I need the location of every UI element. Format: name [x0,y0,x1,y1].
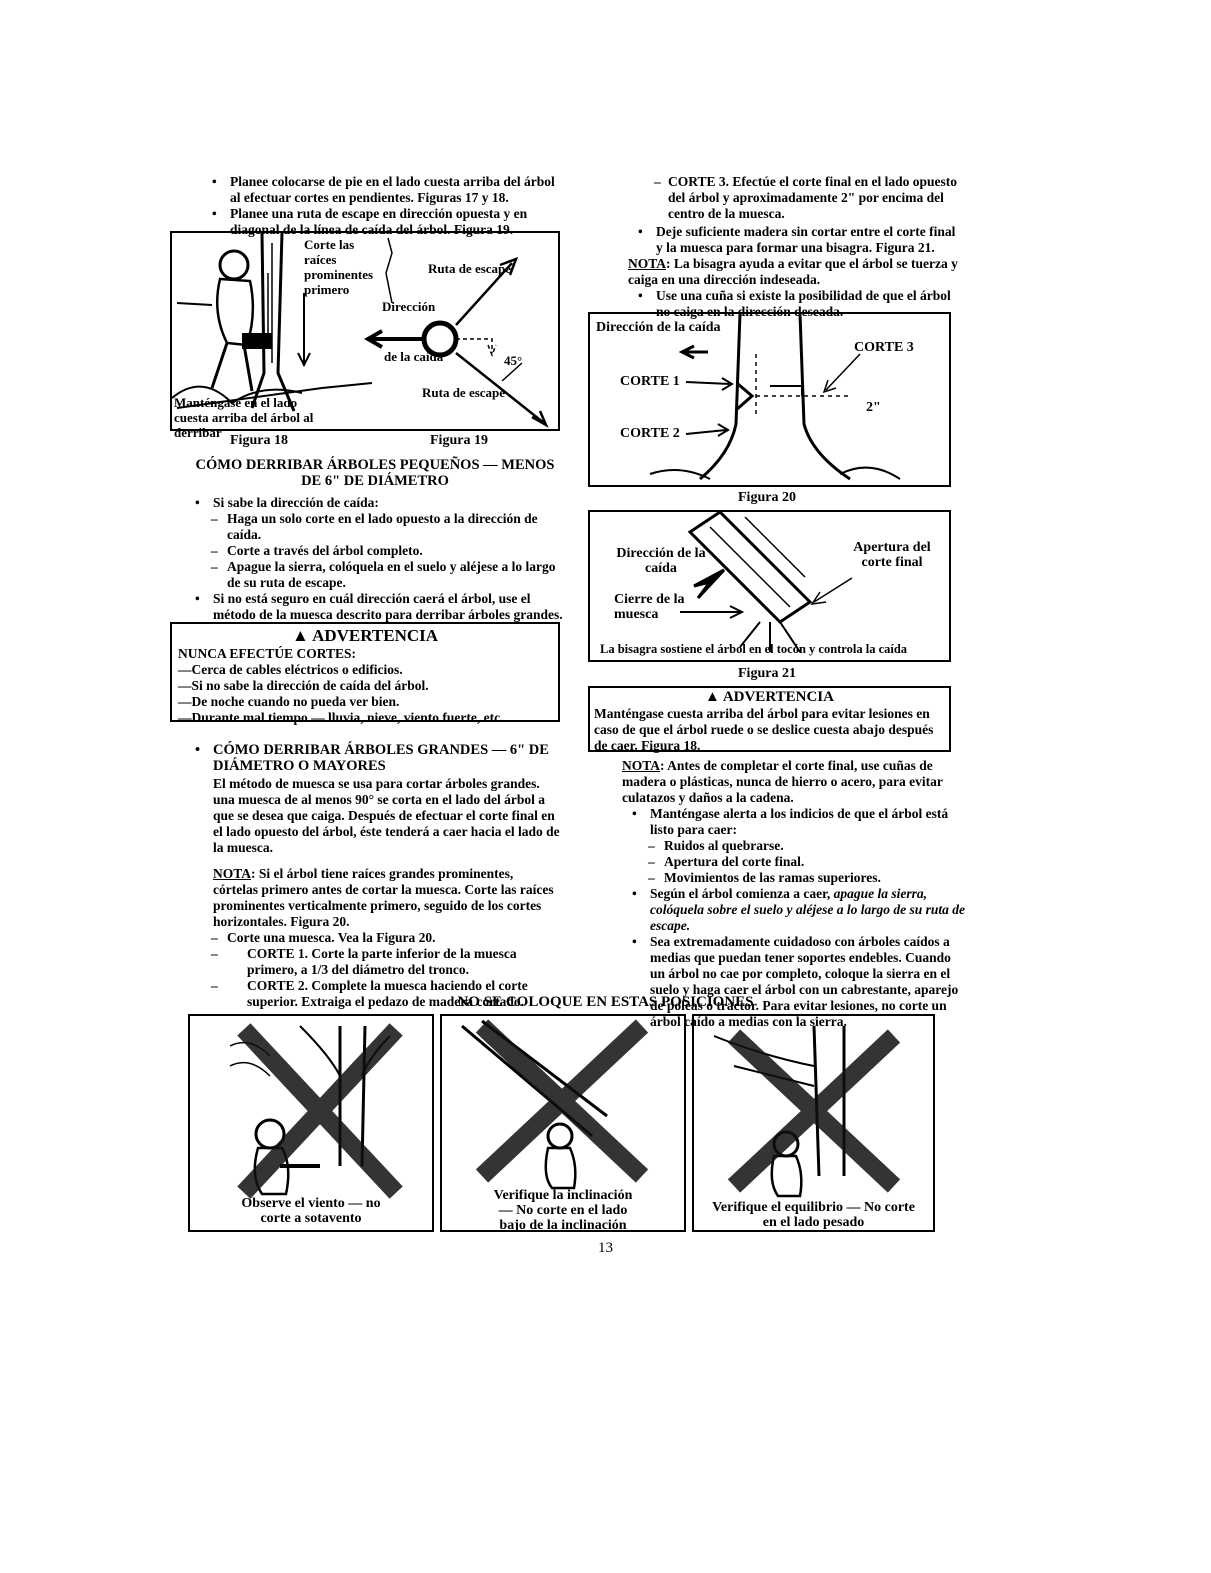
fig21-direction: Dirección de la caída [616,546,706,576]
fig20-corte-2: CORTE 2 [620,426,680,441]
bullet-slope: • Planee colocarse de pie en el lado cuesta arriba del árbol al efectuar cortes en pendientes. Figuras 17 y 18. [202,174,560,206]
large-trees-section [185,742,560,1010]
fig21-closing: Cierre de la muesca [614,592,685,622]
bullet-hinge: • Deje suficiente madera sin cortar entre el corte final y la muesca para formar una bisagra. Figura 21. [628,224,963,256]
panel-lean-line1: Verifique la inclinación [493,1188,633,1203]
bullet-care: • Sea extremadamente cuidadoso con árboles caídos a medias que puedan tener soportes endebles. Cuando un árbol no cae por completo, coloque la sierra en el suelo y haga caer el árbol con un cabrestante, aparejo de poleas o tractor. Para evitar lesiones, no corte un árbol caído a medias con la sierra. [622,934,965,1030]
intro-bullets [202,174,560,238]
small-trees-dash-2: – Corte a través del árbol completo. [185,543,565,559]
figure-20-caption: Figura 20 [738,490,796,505]
fig18-label-roots: Corte las raíces prominentes primero [304,237,374,297]
bullet-falls: • Según el árbol comienza a caer, apague la sierra, colóquela sobre el suelo y aléjese a lo largo de su ruta de escape. [622,886,965,934]
warning-1-item: —Cerca de cables eléctricos o edificios. [178,662,403,677]
nota-hinge: NOTA: La bisagra ayuda a evitar que el árbol se tuerza y caiga en una dirección indeseada. [628,256,958,287]
alert-dash: – Ruidos al quebrarse. [622,838,965,854]
warning-1-intro: NUNCA EFECTÚE CORTES: [178,646,357,661]
right-top-text [628,174,963,320]
nota-wedges: NOTA: Antes de completar el corte final, use cuñas de madera o plásticas, nunca de hierro o acero, para evitar culatazos y daños a la cadena. [622,758,943,805]
panel-balance-line1: Verifique el equilibrio — No corte [712,1200,915,1215]
warning-triangle-icon: ▲ [291,626,309,645]
positions-heading: NO SE COLOQUE EN ESTAS POSICIONES [457,994,754,1010]
figure-21-box [588,510,951,662]
balance-illustration [694,1016,933,1230]
warning-1-item: —Durante mal tiempo — lluvia, nieve, viento fuerte, etc. [178,710,504,725]
small-trees-section [185,457,565,623]
warning-2-text: Manténgase cuesta arriba del árbol para evitar lesiones en caso de que el árbol ruede o se deslice cuesta abajo después de caer. Figura 18. [594,706,934,753]
large-trees-heading: • CÓMO DERRIBAR ÁRBOLES GRANDES — 6" DE DIÁMETRO O MAYORES [185,742,560,774]
corte-3-text: – CORTE 3. Efectúe el corte final en el lado opuesto del árbol y aproximadamente 2" por encima del centro de la muesca. [628,174,963,222]
fig19-angle: 45° [504,353,523,368]
right-bottom-text [622,758,965,1030]
bullet-alert: • Manténgase alerta a los indicios de que el árbol está listo para caer: [622,806,965,838]
fig19-escape-bottom: Ruta de escape [422,385,506,400]
panel-lean-line2: — No corte en el lado [498,1203,628,1218]
warning-2-title: ADVERTENCIA [722,689,834,705]
alert-dash: – Apertura del corte final. [622,854,965,870]
nota-label: NOTA [213,866,252,881]
small-trees-dash-3: – Apague la sierra, colóquela en el suelo y aléjese a lo largo de su ruta de escape. [185,559,565,591]
position-panel-lean [440,1014,686,1232]
fig20-direction: Dirección de la caída [596,320,721,335]
panel-wind-line1: Observe el viento — no [241,1196,381,1211]
panel-balance-line2: en el lado pesado [762,1215,865,1230]
fig19-fall: de la caída [384,349,444,364]
panel-lean-line3: bajo de la inclinación [499,1218,627,1233]
large-trees-corte-1: – CORTE 1. Corte la parte inferior de la muesca primero, a 1/3 del diámetro del tronco. [185,946,560,978]
large-trees-corte-2: – CORTE 2. Complete la muesca haciendo el corte superior. Extraiga el pedazo de madera cortado. [185,978,560,1010]
warning-triangle-icon: ▲ [705,689,720,705]
position-panel-balance [692,1014,935,1232]
figure-21-illustration [590,512,949,660]
red-x-icon [250,1036,390,1186]
figure-21-caption: Figura 21 [738,666,796,681]
alert-dash: – Movimientos de las ramas superiores. [622,870,965,886]
red-x-icon [482,1026,642,1176]
panel-wind-line2: corte a sotavento [260,1211,362,1226]
small-trees-dash-1: – Haga un solo corte en el lado opuesto a la dirección de caída. [185,511,565,543]
fig20-corte-3: CORTE 3 [854,340,914,355]
small-trees-bullet-2: • Si no está seguro en cuál dirección caerá el árbol, use el método de la muesca descrito para derribar árboles grandes. [185,591,565,623]
figure-19-caption: Figura 19 [430,433,488,448]
warning-1-item: —De noche cuando no pueda ver bien. [178,694,400,709]
figure-18-caption: Figura 18 [230,433,288,448]
bullet-escape: • Planee una ruta de escape en dirección opuesta y en diagonal de la línea de caída del árbol. Figura 19. [202,206,560,238]
small-trees-heading: CÓMO DERRIBAR ÁRBOLES PEQUEÑOS — MENOS DE 6" DE DIÁMETRO [195,457,555,489]
large-trees-dash-1: – Corte una muesca. Vea la Figura 20. [185,930,560,946]
figure-20-box [588,312,951,487]
warning-box-2 [588,686,951,752]
fig20-two-inch: 2" [866,400,881,415]
fig19-escape-top: Ruta de escape [428,261,512,276]
fig21-opening: Apertura del corte final [853,540,931,570]
warning-1-item: —Si no sabe la dirección de caída del árbol. [178,678,429,693]
warning-1-title: ADVERTENCIA [312,626,439,645]
fig18-label-bottom: Manténgase en el lado cuesta arriba del árbol al derribar [174,395,314,440]
figure-18-19-box [170,231,560,440]
fig21-hinge: La bisagra sostiene el árbol en el tocón y controla la caída [600,642,908,656]
bullet-wedge: • Use una cuña si existe la posibilidad de que el árbol no caiga en la dirección deseada. [628,288,963,320]
large-trees-nota: NOTA: Si el árbol tiene raíces grandes prominentes, córtelas primero antes de cortar la muesca. Corte las raíces prominentes verticalmente primero, seguido de los cortes horizontales. Figura 20. [213,866,554,929]
small-trees-bullet-1: • Si sabe la dirección de caída: [185,495,565,511]
large-trees-paragraph: El método de muesca se usa para cortar árboles grandes. una muesca de al menos 90° se corta en el lado del árbol a que se desea que caiga. Después de efectuar el corte final en el lado opuesto del árbol, éste tenderá a caer hacia el lado de la muesca. [213,776,560,855]
fig19-direction: Dirección [382,299,436,314]
page-number: 13 [598,1240,613,1256]
position-panel-wind [188,1014,434,1232]
warning-box-1 [170,622,560,725]
fig20-corte-1: CORTE 1 [620,374,680,389]
